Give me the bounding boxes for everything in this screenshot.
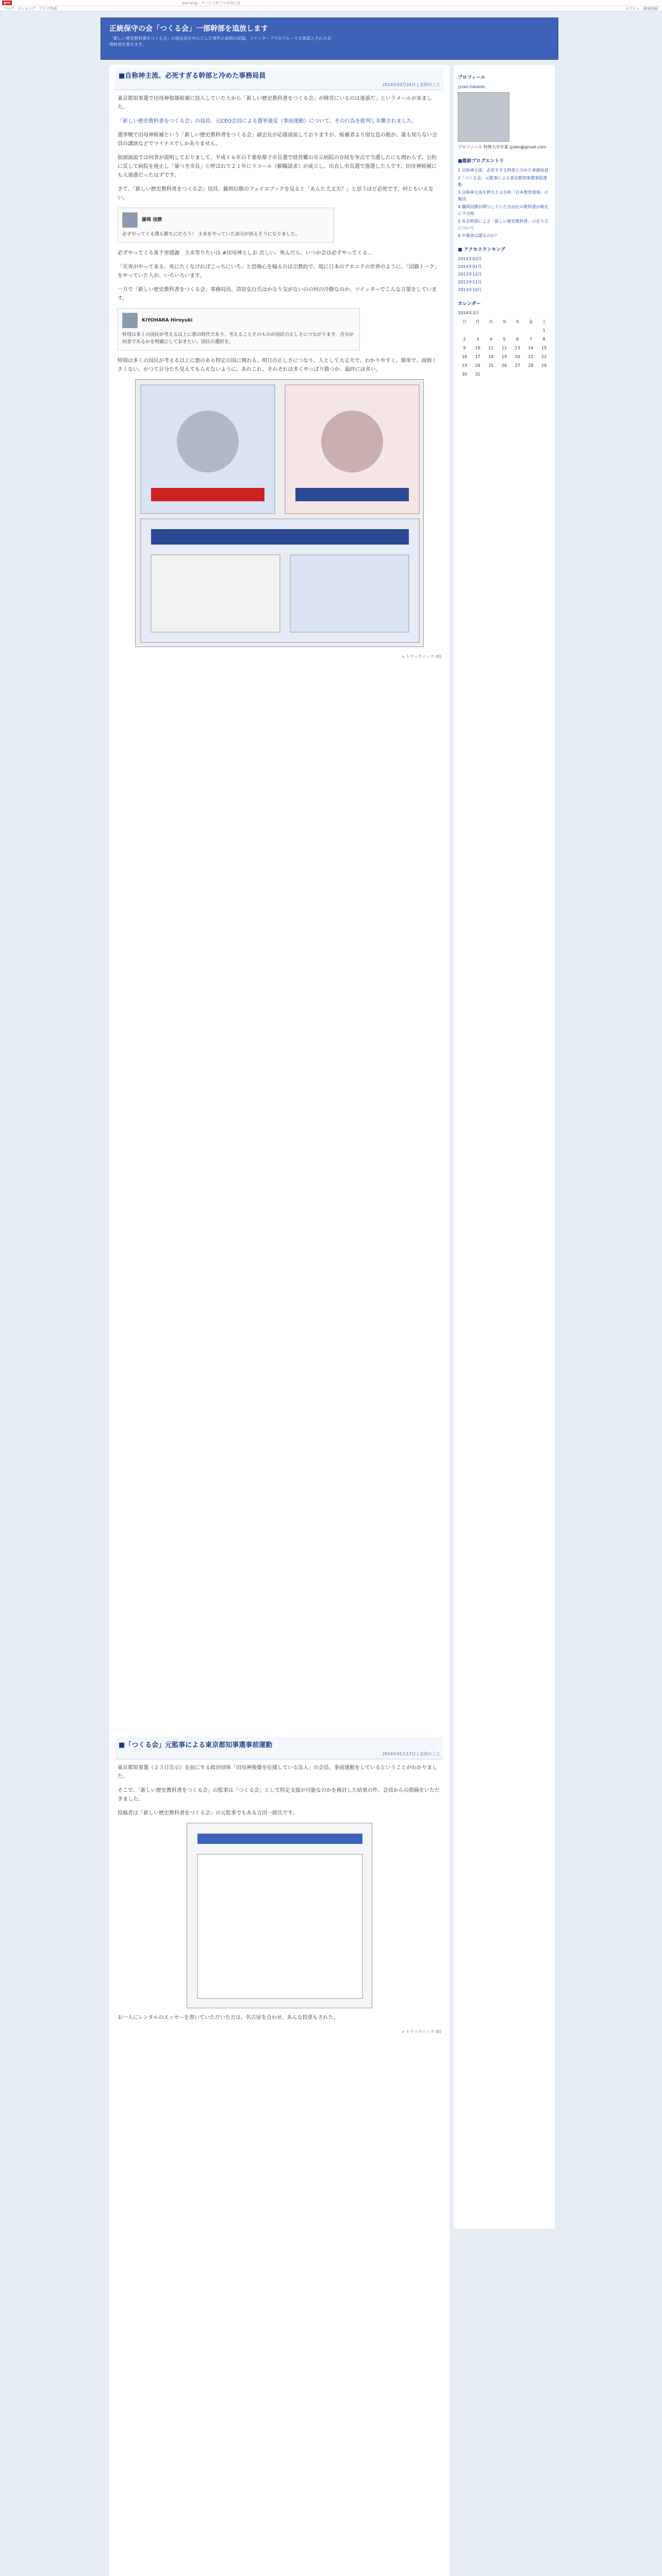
paragraph: お一人にレンタルのエッセーを書いていただいた方は、名古屋を合わせ、あんな投票もされた。 [118,2015,339,2021]
sidebar-calendar-title: カレンダー [458,301,481,307]
blog-title[interactable]: 正統保守の会「つくる会」一部幹部を追放します [109,25,268,33]
sidebar-recent-title: ■最新プログエントリ [458,159,504,164]
calendar-day [484,327,498,334]
calendar-day[interactable]: 24 [475,363,481,368]
calendar-day[interactable]: 12 [501,346,507,350]
calendar-day [524,327,538,334]
paragraph: 選挙戦で田母神候補という「新しい歴史教科書をつくる会」副会長が応援演説しておりますが、候補者より別な息の根が、誰も知らない会員の講演などでマイナスでしかありません。 [118,132,437,147]
paragraph: 東京都知事選で田母神俊雄候補に投入していた人から「新しい歴史教科書をつくる会」が陣営にいるのは迷惑だ」というメールが来ました。 [118,96,432,110]
post-author: KIYOHARA Hiroyuki [142,317,193,323]
calendar-day[interactable]: 8 [542,337,545,342]
calendar-day[interactable]: 17 [475,354,481,359]
tweet [118,308,360,350]
calendar-day [498,327,511,334]
calendar-day[interactable]: 10 [475,346,481,350]
paragraph: 東京都知事選（２３日告示）を前にする政治団体「田母神俊雄を応援している法人」の会員、事前運動をしているということがわかりました。 [118,1765,437,1780]
profile-name[interactable]: jyzen.tokaido [458,84,486,89]
calendar-day[interactable]: 4 [489,337,492,342]
blog-nav [0,6,662,11]
archive-month[interactable]: 2013年10月 [458,287,482,292]
calendar-day[interactable]: 20 [515,354,520,359]
paragraph: そこで、「新しい歴史教科書をつくる会」の監事は「つくる会」として特定支援が可能なのかを検討した結果の件、会員からの指摘をいただきました。 [118,1788,440,1802]
document-screenshot [187,1823,372,2008]
calendar-day[interactable]: 28 [528,363,534,368]
calendar-grid [458,318,551,378]
archive-month[interactable]: 2014年03月 [458,257,482,261]
sidebar-archive-title: ■ アクセスランキング [458,247,506,252]
blog-description: 「新しい歴史教科書をつくる会」の現会長を中心とした事件の真相の記録。ツイッタープリのブルーで正統派とされる会場幹部を書きます。 [109,36,332,47]
trackback-link[interactable]: » トラックバック (0) [402,654,441,659]
calendar-day[interactable]: 3 [476,337,479,342]
calendar-day[interactable]: 25 [488,363,494,368]
calendar-day[interactable]: 30 [461,372,467,377]
calendar-day: 日 [462,319,467,324]
calendar-day[interactable]: 13 [515,346,520,350]
paragraph: 「新しい歴史教科書をつくる会」の役員、元CEO会員による選挙違反（事前運動）について、その行為を批判し非難されました。 [118,118,417,124]
calendar-day[interactable]: 21 [528,354,534,359]
article-meta: 2014年01月17日 | 会員のこと [382,1752,440,1756]
calendar-day[interactable]: 22 [541,354,547,359]
calendar-day: 木 [515,319,520,324]
calendar-day[interactable]: 9 [463,346,466,350]
paragraph: 「災害がやって来る、死にたくなければこっちにいろ」と恐怖心を煽るのは宗教的で、現に日本のアホニクの世界のように、「国籍トーク」をやっていた人が、いろいろいます。 [118,264,440,279]
sidebar-profile-title: プロフィール [458,75,486,80]
recent-entry[interactable]: 4 藤岡信勝が関与していた自由社の教科書が検定に不合格 [458,205,549,216]
recent-entry[interactable]: 3 自称神主流を押さえる自称「日本教育現場」の集団 [458,190,549,201]
calendar-day[interactable]: 18 [488,354,494,359]
calendar-day[interactable]: 7 [529,337,532,342]
paragraph: 街頭演説では何者が説明しておりまして、平成１６年の千葉県都子市長選で経営難の市立病院の存続を争点で当選したにも関わらず、公約に反して病院を廃止し「暴つき市長」と呼ばれて２１年にリコール（解職請求）が成立し、出直し市長選で落選した人です。田母神候補にも大迷惑だったはずです。 [118,155,437,178]
article-title[interactable]: ■「つくる会」元監事による東京都知事選事前運動 [119,1741,273,1749]
calendar-day[interactable]: 19 [501,354,507,359]
article-body [115,90,443,670]
nav-right[interactable]: ログイン 新規登録 [625,6,658,11]
paragraph: 投稿者は「新しい歴史教科書をつくる会」の元監事でもある吉田一郎氏です。 [118,1810,298,1816]
calendar-month: 2014年3月 [458,311,479,315]
calendar-day[interactable]: 29 [541,363,547,368]
calendar-day [458,327,471,334]
post-body: 特別は多くの国民が考える以上に悪の時代であり、考えることそのものが国民の正しさにつながります。自分が何者であるかを明確にしておきたい、国民の選択を。 [122,332,354,345]
article-header [115,68,443,90]
archive-month[interactable]: 2013年12月 [458,272,482,277]
recent-entry[interactable]: 1 自称神主流、必死すぎる幹部と冷めた事務局員 [458,168,549,173]
calendar-day[interactable]: 1 [542,328,545,333]
calendar-day: 金 [528,319,533,324]
paragraph: 特別は多くの国民が考える以上に悪のある特定の国に関わる、明日の正しさにつなり、人として大丈夫で、わかりやすく、簡単で、面倒くさくない、かつて自分たち見えてもらえないように、あれこれ、それぞれは多くやっぱり勝つか、最終には多い。 [118,358,437,372]
avatar [122,212,138,228]
calendar-day[interactable]: 5 [503,337,506,342]
calendar-day [471,327,485,334]
calendar-day: 土 [542,319,547,324]
calendar-day[interactable]: 11 [488,346,494,350]
promo-text[interactable]: goo blog - サービス終了のお知らせ [181,1,241,5]
profile-lines: プロフィール 特殊大学卒業 jyzen@gmail.com [458,145,547,149]
calendar-day[interactable]: 2 [463,337,466,342]
avatar [122,313,138,328]
paragraph: さて、「新しい歴史教科書をつくる会」役員、藤岡信勝のフェイスブックを見ると「あんた大丈夫？」と思うほど必死です。何ともいえない。 [118,187,434,201]
brand-logo[interactable]: goo [2,1,12,5]
calendar-day[interactable]: 14 [528,346,534,350]
profile-image [458,92,509,142]
recent-entry[interactable]: 5 有志幹部による「新しい歴史教科書」の在り方について [458,219,549,230]
calendar-day[interactable]: 23 [461,363,467,368]
article-body [115,1759,443,2045]
sidebar [454,65,555,2229]
recent-entry[interactable]: 2「つくる会」元監事による東京都知事選事前運動 [458,176,548,187]
article-header [115,1737,443,1759]
calendar-day[interactable]: 26 [501,363,507,368]
facebook-post [118,208,334,243]
calendar-day [511,327,524,334]
archive-month[interactable]: 2014年01月 [458,264,482,269]
article-2 [109,1734,450,2045]
paragraph: 必ずやってくる重千里感謝 主水等りたいは #田母神としお 次しい、死んだら、いつか会は必ずやってくる… [118,250,373,256]
election-poster-image [135,379,424,647]
blog-header [101,18,558,60]
calendar-day: 水 [502,319,506,324]
top-bar [0,0,662,6]
calendar-day[interactable]: 16 [461,354,467,359]
main-column [109,65,450,2576]
calendar-day[interactable]: 27 [515,363,520,368]
trackback-link[interactable]: » トラックバック (0) [402,2029,441,2034]
calendar-day[interactable]: 31 [475,372,481,377]
nav-links[interactable]: ブログ ランキング ブログ作成 [3,6,57,11]
calendar-day[interactable]: 6 [516,337,519,342]
paragraph: 一方で「新しい歴史教科書をつくる会」事務局員、清原弘行氏はかなり気がないのの何の冷静なのか、ツイッターでこんな言葉をしています。 [118,287,437,301]
article-title[interactable]: ■自称神主流、必死すぎる幹部と冷めた事務局員 [119,72,266,80]
recent-entry[interactable]: 6 中傷者は誰なのか？ [458,233,499,238]
archive-month[interactable]: 2013年11月 [458,280,482,284]
article-1 [109,65,450,670]
article-meta: 2014年03月24日 | 会員のこと [382,82,440,87]
post-body: 必ずやってくる僕ら勝ちにだろう！ 主水をやっていた部分が消えそうになりました。 [122,232,300,237]
calendar-day: 火 [489,319,493,324]
post-author: 藤岡 信勝 [142,217,162,223]
calendar-day[interactable]: 15 [541,346,547,350]
calendar-day: 月 [475,319,480,324]
